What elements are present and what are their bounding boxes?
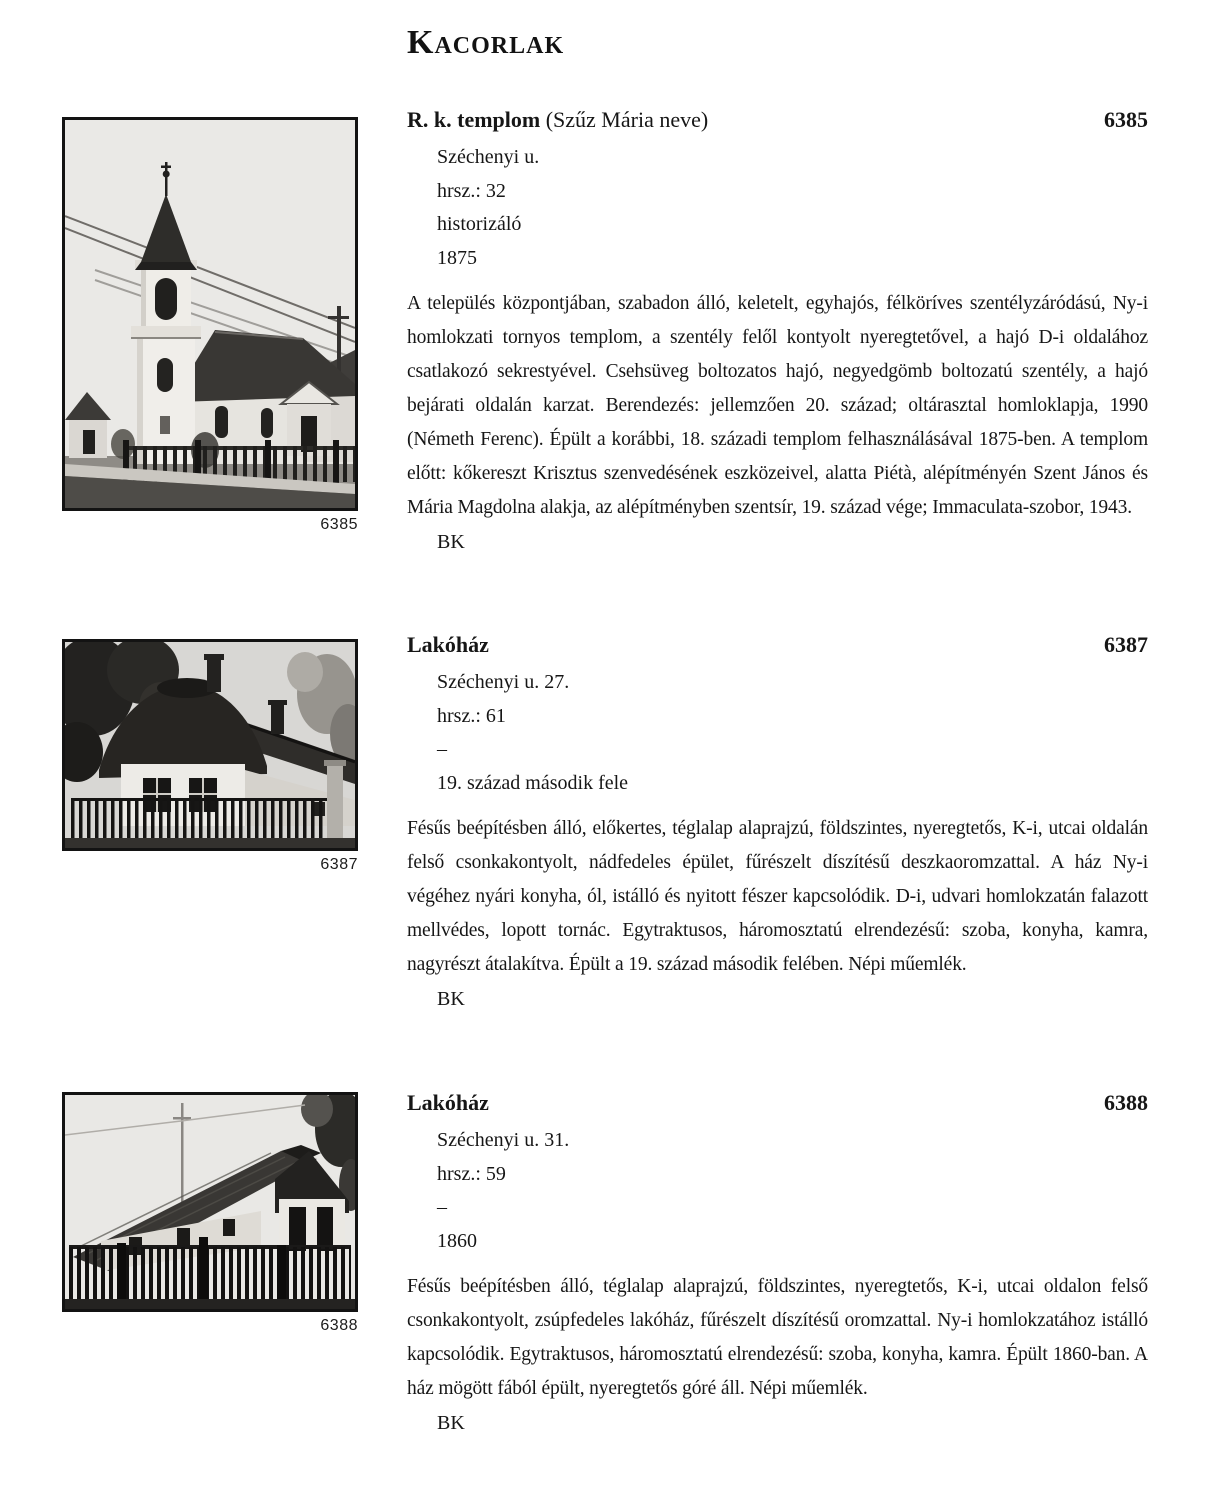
entry-details [437, 1124, 1148, 1258]
entry-style: – [437, 738, 447, 760]
house-photo-illustration [65, 1095, 355, 1309]
house-photo-illustration [65, 642, 355, 848]
photo-frame [62, 1092, 358, 1312]
entry-header [407, 628, 1148, 662]
entry-6388 [407, 1086, 1148, 1440]
photo-frame [62, 117, 358, 511]
entry-photo-6385 [62, 117, 358, 534]
entry-details [437, 141, 1148, 275]
ground [65, 1299, 355, 1309]
entry-number: 6387 [1104, 632, 1148, 657]
entry-author: BK [437, 988, 465, 1010]
page-title: Kacorlak [407, 24, 565, 61]
entry-name: Lakóház [407, 632, 489, 657]
entry-details [437, 666, 1148, 800]
entry-date: 19. század második fele [437, 771, 629, 794]
entry-address: Széchenyi u. [437, 146, 540, 168]
photo-caption: 6388 [320, 1317, 358, 1334]
entry-author: BK [437, 531, 465, 553]
church-photo-illustration [65, 120, 355, 508]
entry-6385 [407, 103, 1148, 559]
entry-name: Lakóház [407, 1090, 489, 1115]
photo-caption: 6385 [320, 516, 358, 533]
entry-photo-6388 [62, 1092, 358, 1335]
entry-6387 [407, 628, 1148, 1016]
entry-number: 6388 [1104, 1090, 1148, 1115]
entry-style: – [437, 1196, 447, 1218]
entry-address: Széchenyi u. 31. [437, 1129, 570, 1151]
entry-address: Széchenyi u. 27. [437, 671, 570, 693]
entry-description: Fésűs beépítésben álló, előkertes, téglalap alaprajzú, földszintes, nyeregtetős, K-i, utcai oldalán felső csonkakontyolt, nádfedeles épület, fűrészelt díszítésű deszkaoromzattal. A ház Ny-i végéhez nyári konyha, ól, istálló és nyitott fészer kapcsolódik. D-i, udvari homlokzatán falazott mellvédes, lopott tornác. Egytraktusos, háromosztatú elrendezésű: szoba, konyha, kamra, nagyrészt átalakítva. Épült a 19. század második felében. Népi műemlék. [407, 818, 1148, 975]
entry-header [407, 103, 1148, 137]
entry-photo-6387 [62, 639, 358, 874]
entry-description: A település központjában, szabadon álló, keletelt, egyhajós, félköríves szentélyzáródású, Ny-i homlokzati tornyos templom, a szentély felől kontyolt nyeregtetővel, a hajó D-i oldalához csatlakozó sekrestyével. Csehsüveg boltozatos hajó, negyedgömb boltozatú szentély, a hajó bejárati oldalán karzat. Berendezés: jellemzően 20. század; oltárasztal homloklapja, 1990 (Németh Ferenc). Épült a korábbi, 18. századi templom felhasználásával 1875-ben. A templom előtt: kőkereszt Krisztus szenvedésének eszközeivel, alatta Piétà, alépítményén Szent János és Mária Magdolna alakja, az alépítményben szentsír, 19. század vége; Immaculata-szobor, 1943. [407, 293, 1148, 518]
entry-date: 1860 [437, 1229, 477, 1252]
entry-parcel: hrsz.: 59 [437, 1162, 506, 1185]
entry-number: 6385 [1104, 107, 1148, 132]
entry-style: historizáló [437, 213, 522, 235]
entry-parcel: hrsz.: 32 [437, 179, 506, 202]
entry-description: Fésűs beépítésben álló, téglalap alaprajzú, földszintes, nyeregtetős, K-i, utcai oldalon felső csonkakontyolt, zsúpfedeles lakóház, fűrészelt díszítésű oromzattal. Ny-i homlokzatához istálló kapcsolódik. Egytraktusos, háromosztatú elrendezésű: szoba, konyha, kamra. Épült 1860-ban. A ház mögött fából épült, nyeregtetős góré áll. Népi műemlék. [407, 1276, 1148, 1399]
entry-date: 1875 [437, 246, 477, 269]
entry-parcel: hrsz.: 61 [437, 704, 506, 727]
entry-header [407, 1086, 1148, 1120]
entry-author: BK [437, 1412, 465, 1434]
photo-caption: 6387 [320, 856, 358, 873]
photo-frame [62, 639, 358, 851]
ground [65, 838, 355, 848]
entry-name: R. k. templom (Szűz Mária neve) [407, 107, 709, 132]
entry-name-suffix: (Szűz Mária neve) [545, 107, 709, 132]
